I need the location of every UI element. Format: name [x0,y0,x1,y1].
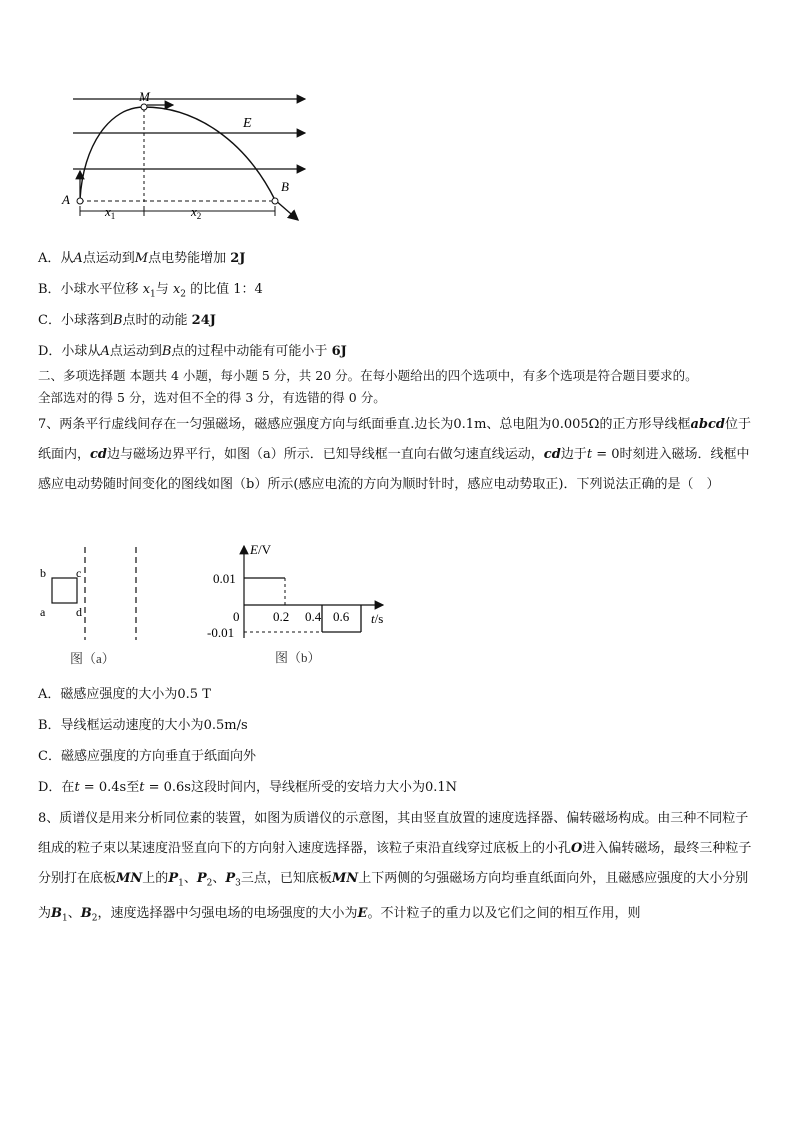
point-M [141,104,147,110]
q6-option-C: C．小球落到B点时的动能 24J [38,313,216,328]
square-loop [52,578,77,603]
x-tick-0.6: 0.6 [333,609,350,624]
x-tick-0.4: 0.4 [305,609,322,624]
q6-option-D: D．小球从A点运动到B点的过程中动能有可能小于 6J [38,344,347,359]
q7-option-D: D．在t = 0.4s至t = 0.6s这段时间内，导线框所受的安培力大小为0.1N [38,780,458,795]
q8-stem: 8、质谱仪是用来分析同位素的装置，如图为质谱仪的示意图，其由竖直放置的速度选择器、偏转磁场构成。由三种不同粒子组成的粒子束以某速度沿竖直向下的方向射入速度选择器，该粒子束沿直线穿过底板上的小孔O进入偏转磁场，最终三种粒子分别打在底板MN上的$P_1$、$P_2$、$P_3$三点，已知底板MN上下两侧的匀强磁场方向均垂直纸面向外，且磁感应强度的大小分别为$B_1$、$B_2$，速度选择器中匀强电场的电场强度的大小为E。不计粒子的重力以及它们之间的相互作用，则 [38,811,752,924]
figure-projectile-field [55,85,315,230]
figure-b [205,540,400,670]
label-E: E [243,116,252,131]
label-b: b [40,566,46,580]
label-M: M [139,89,150,104]
q6-option-B: B．小球水平位移 $x_1$与 $x_2$ 的比值 1：4 [38,282,263,300]
q7-option-C: C．磁感应强度的方向垂直于纸面向外 [38,749,256,764]
y-tick-neg: -0.01 [207,625,235,640]
q6-option-A: A．从A点运动到M点电势能增加 2J [38,251,246,266]
y-axis-label: E/V [250,542,271,557]
q7-option-B: B．导线框运动速度的大小为0.5m/s [38,718,248,733]
label-B: B [281,179,289,194]
point-B [272,198,278,204]
y-tick-pos: 0.01 [213,571,236,586]
label-d: d [76,605,82,619]
x-axis-label: t/s [371,611,384,626]
label-x1: $x_1$ [105,204,116,221]
caption-a: 图（a） [70,651,115,666]
origin-label: 0 [233,609,240,624]
section2-line2: 全部选对的得 5 分，选对但不全的得 3 分，有选错的得 0 分。 [38,390,386,405]
point-A [77,198,83,204]
label-a: a [40,605,46,619]
section2-line1: 二、多项选择题 本题共 4 小题，每小题 5 分，共 20 分。在每小题给出的四个选项中，有多个选项是符合题目要求的。 [38,368,698,383]
label-A: A [62,192,70,207]
q7-option-A: A．磁感应强度的大小为0.5 T [38,687,211,702]
label-c: c [76,566,82,580]
label-x2: $x_2$ [191,204,202,221]
caption-b: 图（b） [275,650,321,665]
figure-a [35,545,155,670]
trajectory-curve [80,107,298,220]
x-tick-0.2: 0.2 [273,609,290,624]
q7-stem: 7、两条平行虚线间存在一匀强磁场，磁感应强度方向与纸面垂直.边长为0.1m、总电阻为0.005Ω的正方形导线框abcd位于纸面内，cd边与磁场边界平行，如图（a）所示．已知导线框一直向右做匀速直线运动，cd边于t = 0时刻进入磁场．线框中感应电动势随时间变化的图线如图（b）所示(感应电流的方向为顺时针时，感应电动势取正)．下列说法正确的是（ ） [38,417,751,492]
